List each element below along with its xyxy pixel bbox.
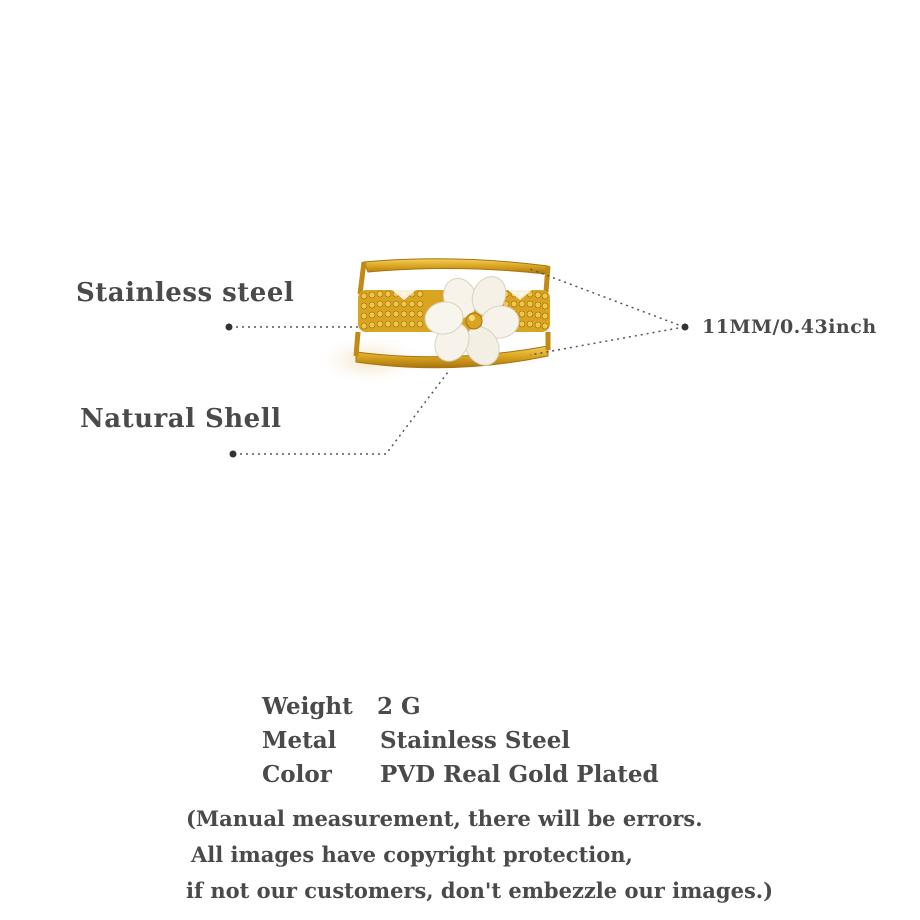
spec-key: Weight bbox=[262, 693, 353, 720]
note-line: if not our customers, don't embezzle our images.) bbox=[186, 878, 774, 903]
disclaimer-notes bbox=[186, 801, 773, 909]
note-line: (Manual measurement, there will be errors. bbox=[186, 806, 703, 831]
spec-key: Color bbox=[262, 761, 332, 788]
leader-dot-material bbox=[226, 324, 233, 331]
spec-row-metal bbox=[262, 724, 659, 758]
spec-value: Stainless Steel bbox=[380, 727, 571, 754]
leader-width-top bbox=[530, 269, 684, 327]
leader-dot-stone bbox=[230, 451, 237, 458]
callout-material: Stainless steel bbox=[76, 278, 295, 308]
spec-value: 2 G bbox=[377, 693, 421, 720]
spec-key: Metal bbox=[262, 727, 337, 754]
note-line: All images have copyright protection, bbox=[191, 842, 633, 867]
spec-row-weight bbox=[262, 690, 659, 724]
ring-top-band bbox=[364, 259, 548, 274]
callout-width: 11MM/0.43inch bbox=[702, 316, 877, 338]
spec-value: PVD Real Gold Plated bbox=[380, 761, 659, 788]
leader-dot-width bbox=[682, 324, 689, 331]
leader-width-bottom bbox=[530, 327, 684, 355]
spec-table bbox=[262, 690, 659, 792]
callout-stone: Natural Shell bbox=[80, 404, 282, 434]
spec-row-color bbox=[262, 758, 659, 792]
